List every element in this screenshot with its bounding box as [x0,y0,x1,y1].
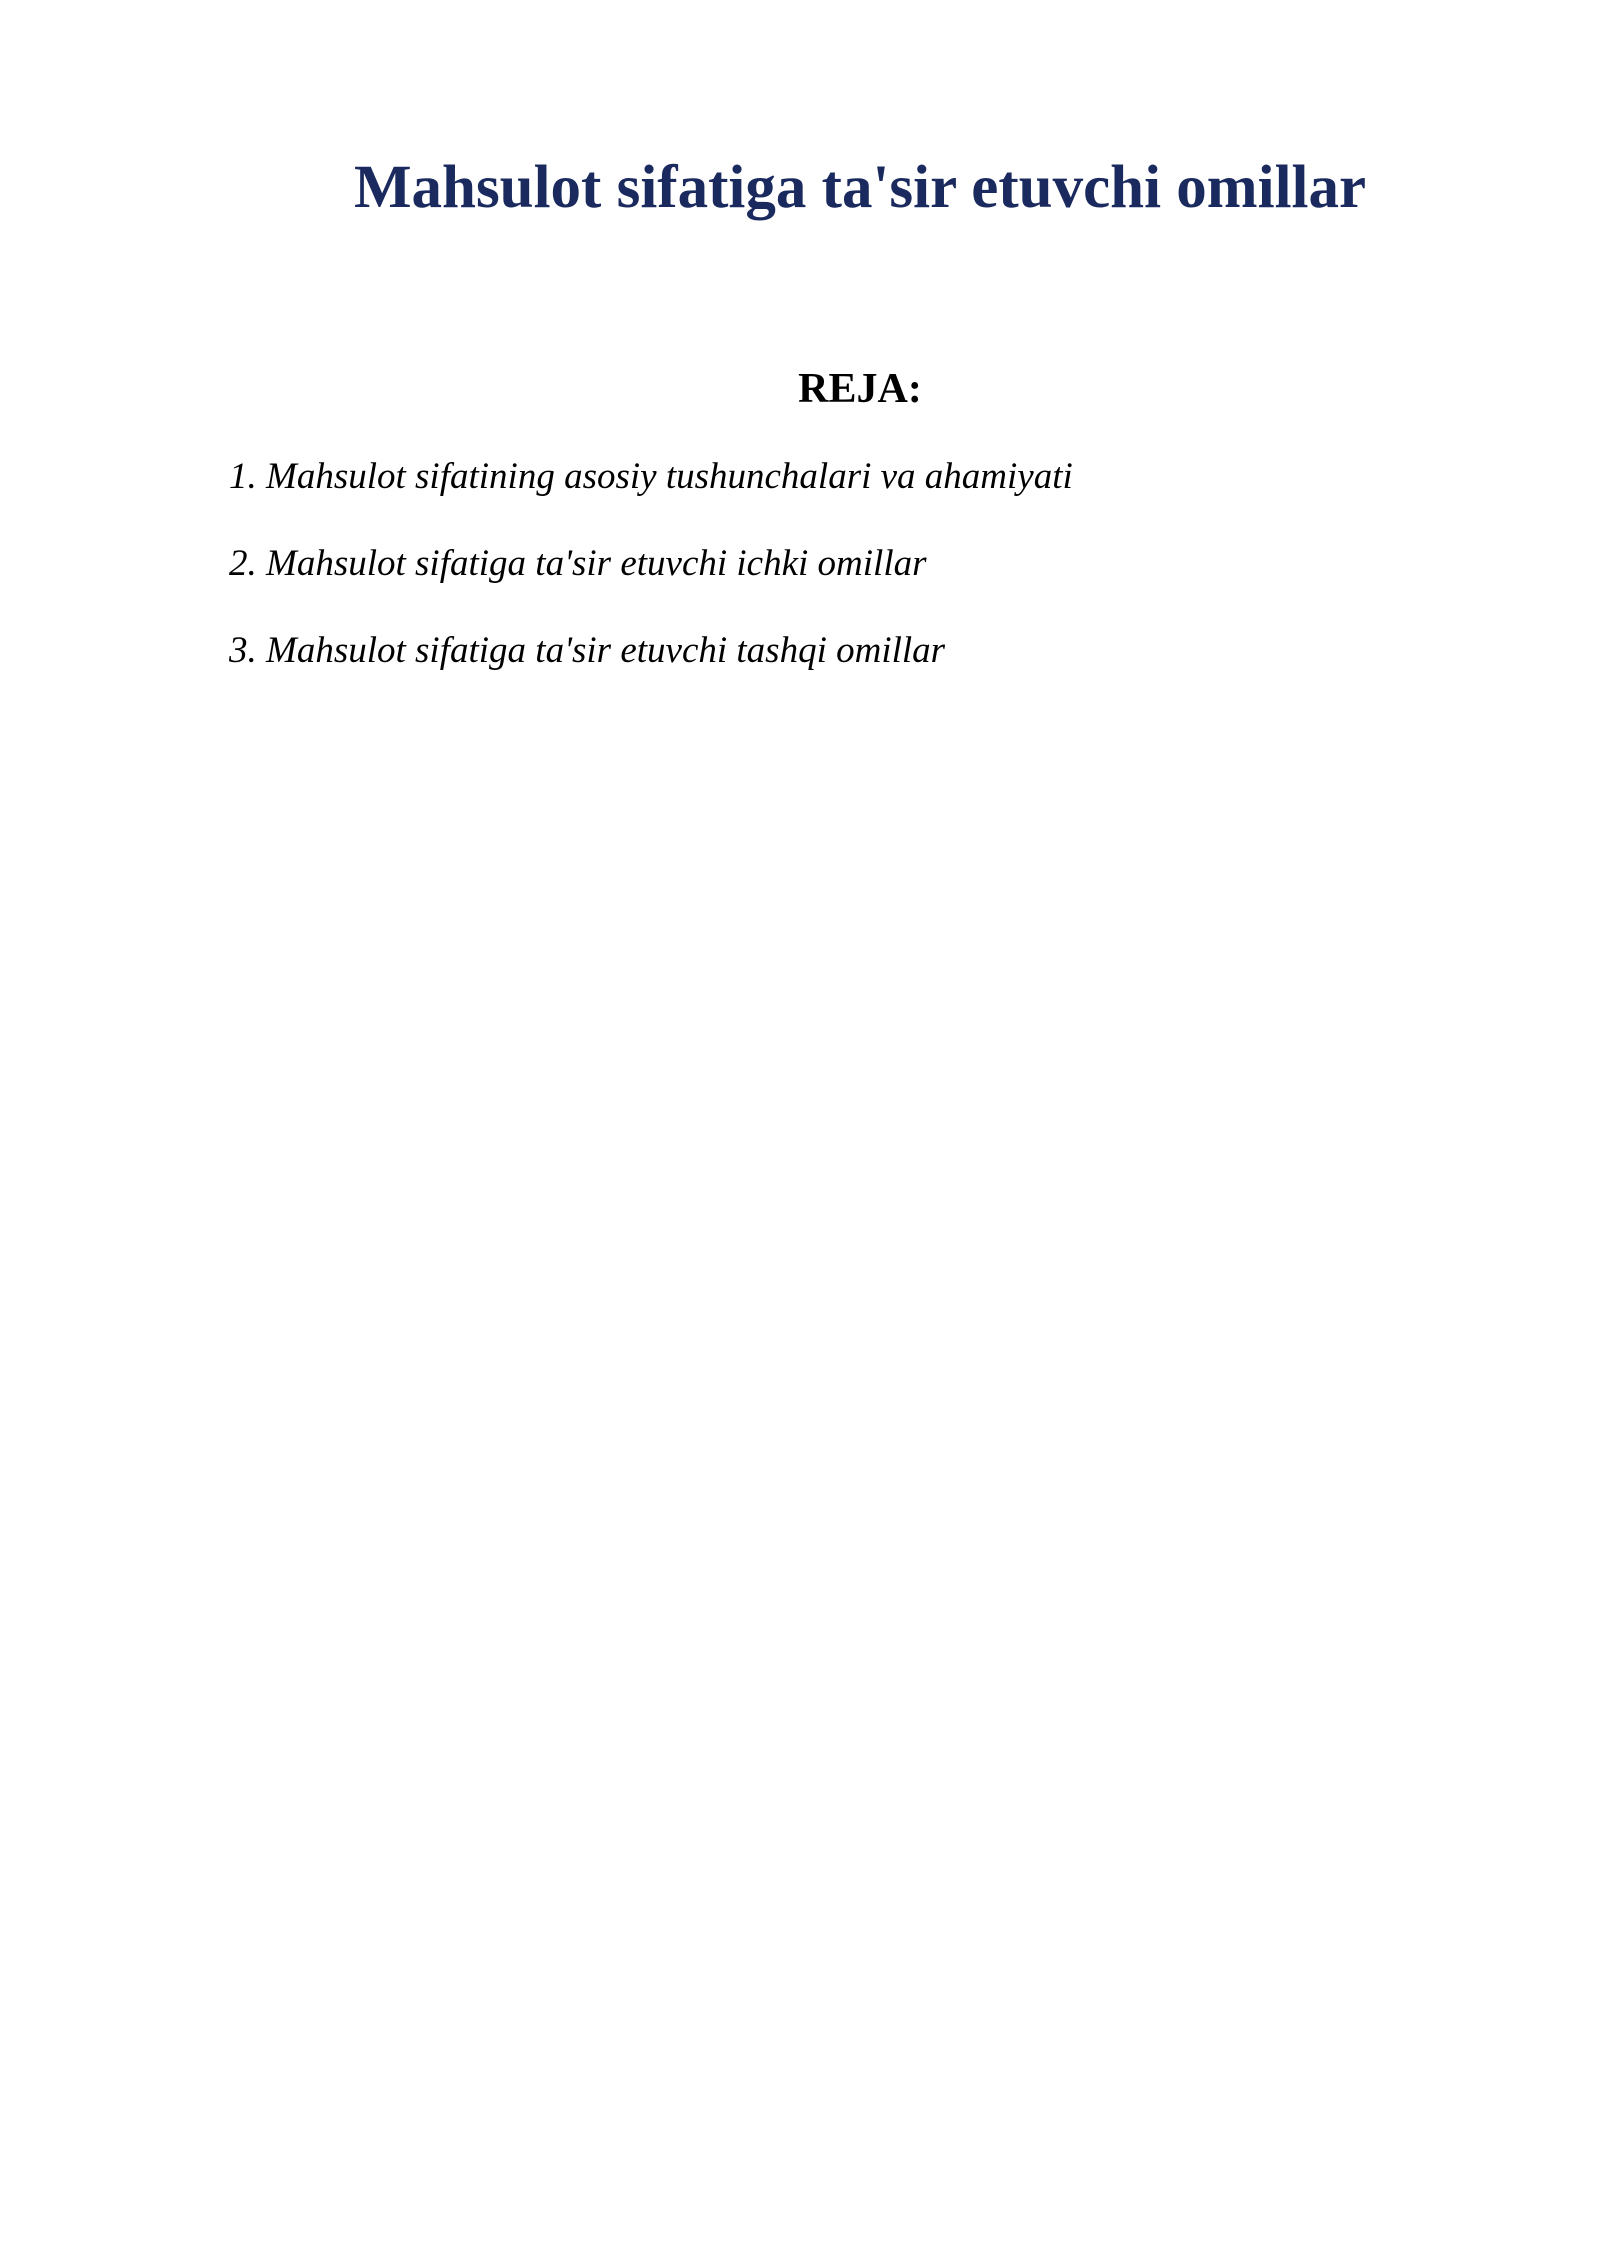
document-title: Mahsulot sifatiga ta'sir etuvchi omillar [353,154,1367,221]
plan-item-3: 3. Mahsulot sifatiga ta'sir etuvchi tashqi omillar [229,630,946,671]
plan-item-1: 1. Mahsulot sifatining asosiy tushunchalari va ahamiyati [229,456,1073,497]
plan-list [229,452,1073,713]
plan-heading: REJA: [798,366,922,412]
plan-item-2: 2. Mahsulot sifatiga ta'sir etuvchi ichki omillar [229,543,927,584]
